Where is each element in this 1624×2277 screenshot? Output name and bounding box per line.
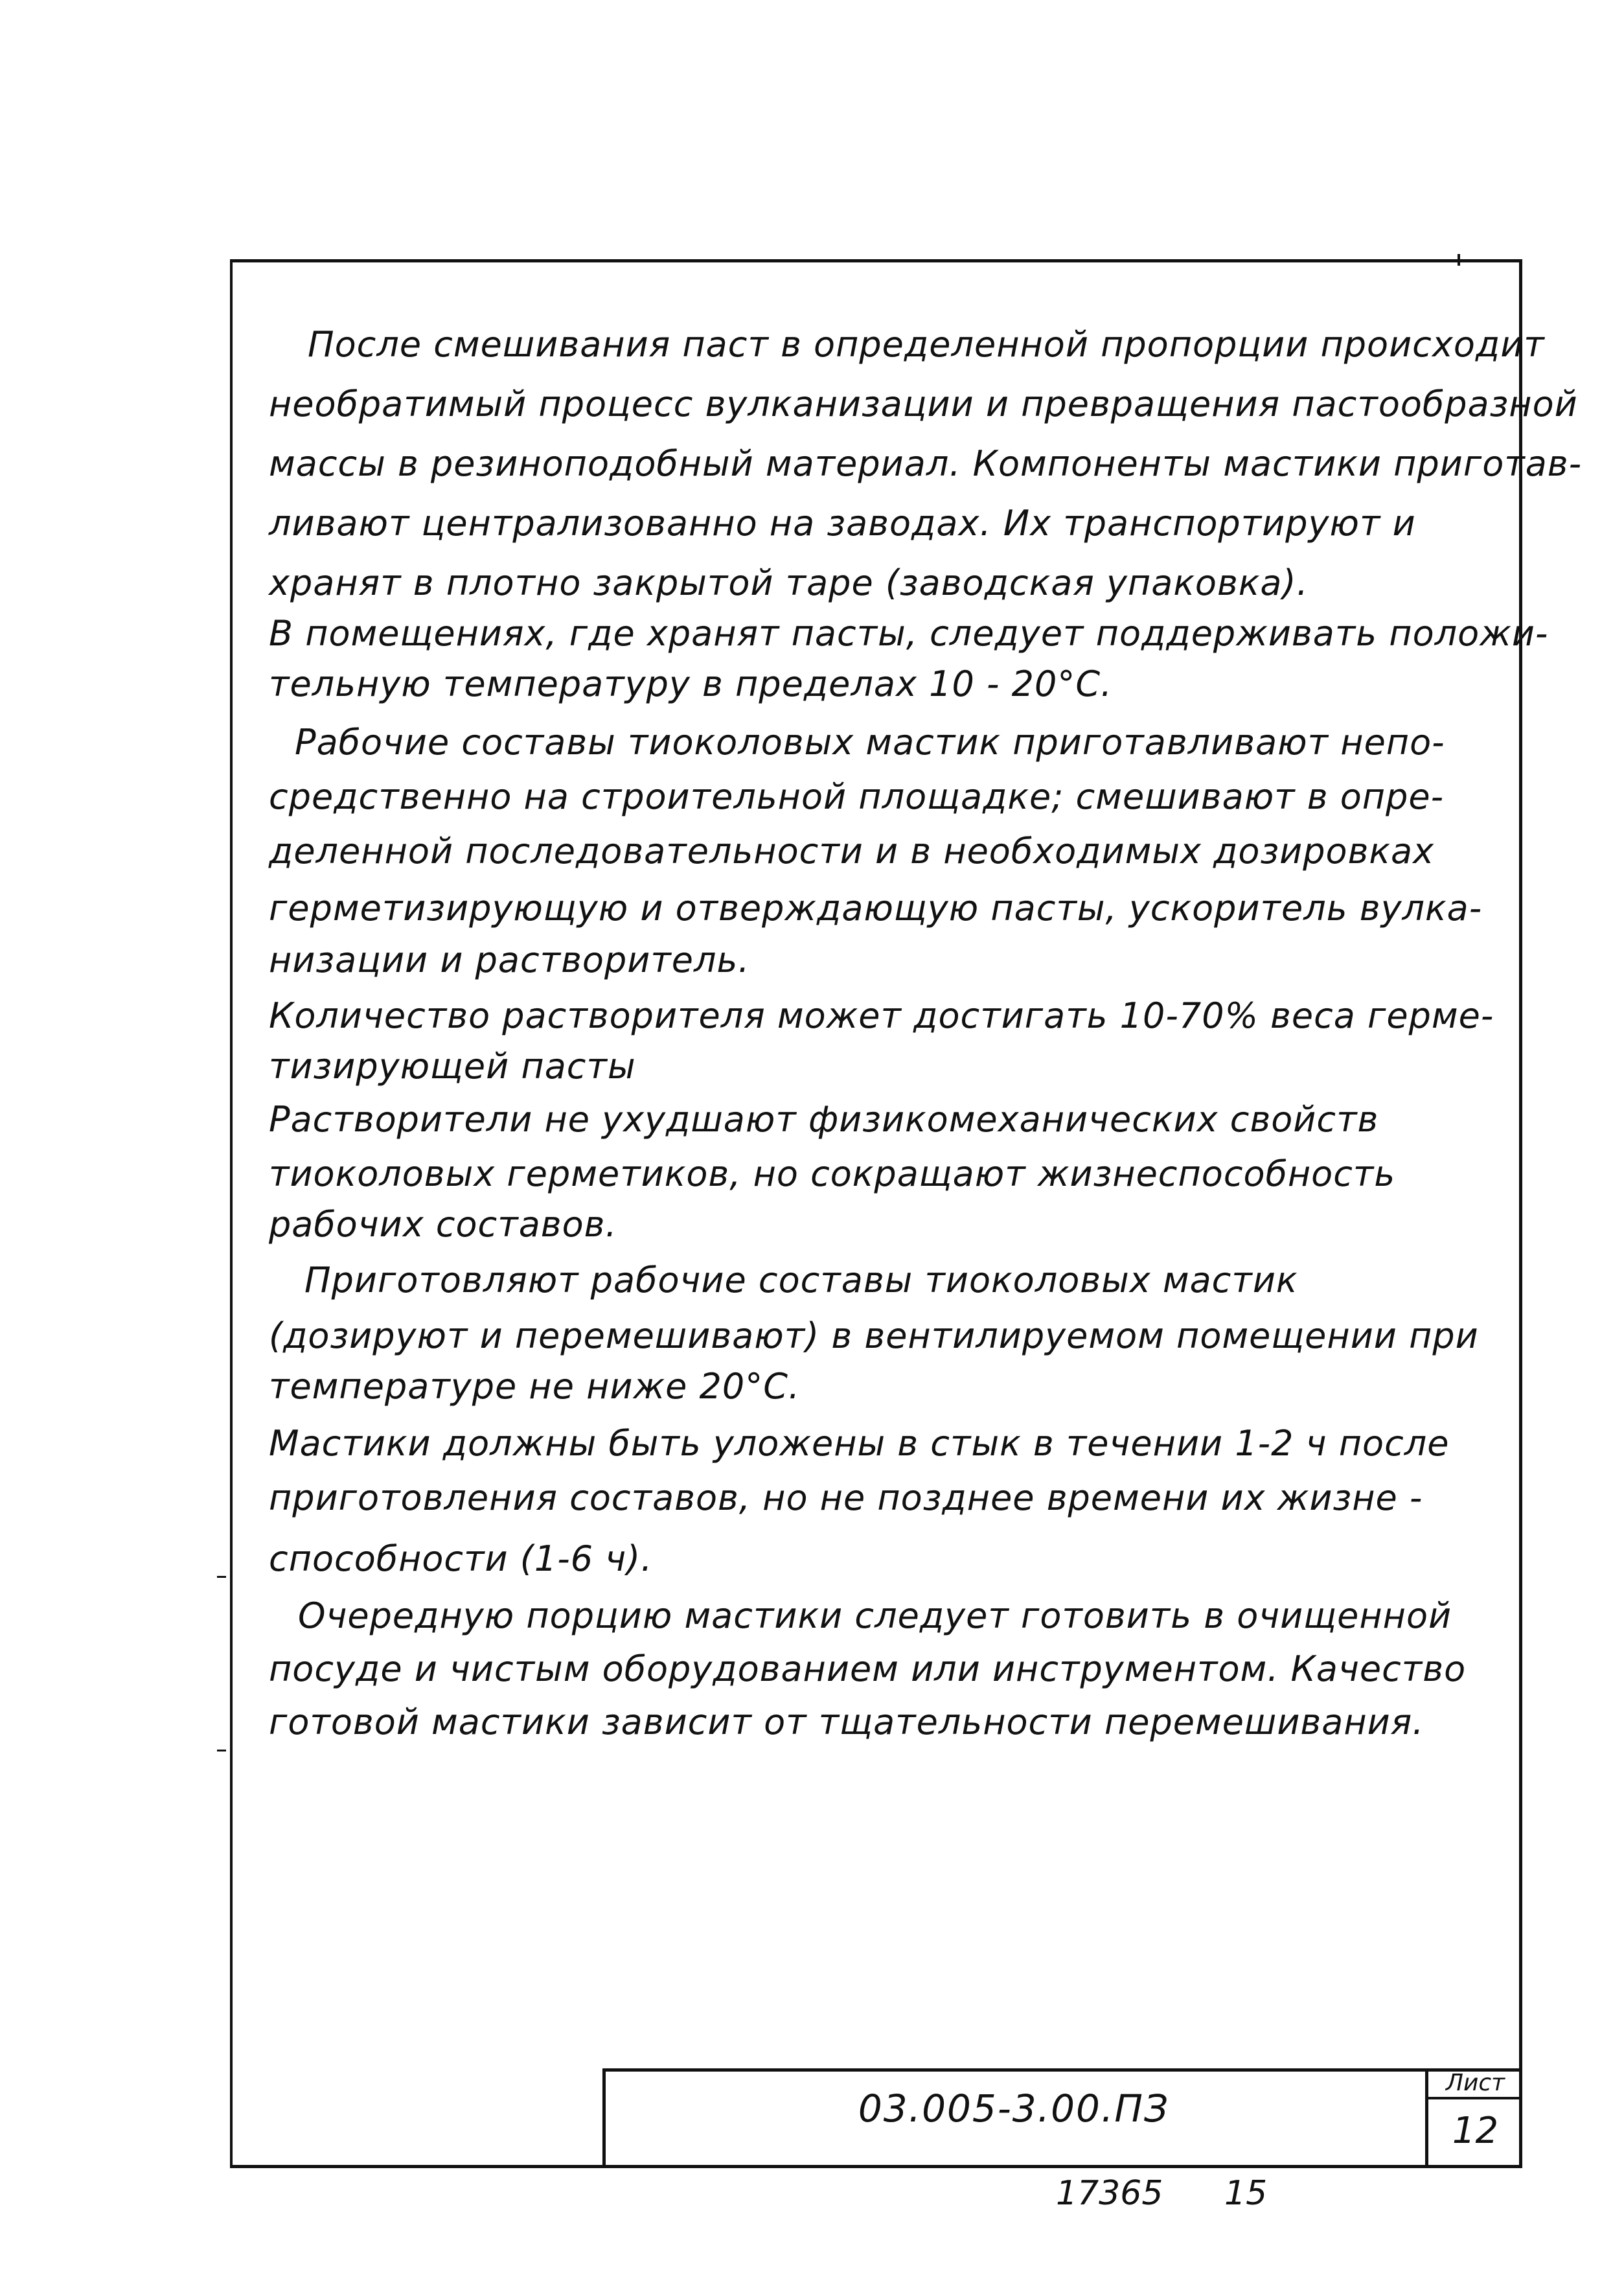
text-line: Количество растворителя может достигать 10-70% веса герме- — [269, 995, 1494, 1036]
text-line: тиоколовых герметиков, но сокращают жизнеспособность — [269, 1153, 1396, 1194]
text-line: низации и растворитель. — [269, 940, 750, 980]
text-line: тизирующей пасты — [269, 1046, 636, 1087]
text-line: хранят в плотно закрытой таре (заводская упаковка). — [269, 562, 1309, 603]
text-line: тельную температуру в пределах 10 - 20°С. — [269, 664, 1113, 704]
sheet-box — [1425, 2068, 1522, 2168]
text-line: Рабочие составы тиоколовых мастик приготавливают непо- — [295, 722, 1445, 763]
text-line: После смешивания паст в определенной пропорции происходит — [308, 324, 1545, 365]
text-line: Мастики должны быть уложены в стык в течении 1-2 ч после — [269, 1423, 1450, 1464]
inventory-number: 17365 — [1056, 2174, 1163, 2213]
text-line: (дозируют и перемешивают) в вентилируемом помещении при — [269, 1315, 1479, 1356]
sheet-number: 12 — [1452, 2110, 1499, 2152]
edge-mark-top — [217, 1576, 226, 1578]
text-line: Приготовляют рабочие составы тиоколовых мастик — [304, 1260, 1298, 1300]
document-code: 03.005-3.00.ПЗ — [858, 2086, 1170, 2131]
footer-page: 15 — [1224, 2174, 1268, 2213]
text-line: температуре не ниже 20°С. — [269, 1366, 801, 1407]
text-line: способности (1-6 ч). — [269, 1538, 653, 1579]
text-line: массы в резиноподобный материал. Компоненты мастики приготав- — [269, 443, 1583, 484]
frame-corner-tick — [1458, 254, 1460, 266]
sheet-label: Лист — [1428, 2068, 1522, 2099]
edge-mark-bottom — [217, 1750, 226, 1751]
text-line: посуде и чистым оборудованием или инструментом. Качество — [269, 1648, 1467, 1689]
text-line: герметизирующую и отверждающую пасты, ускоритель вулка- — [269, 888, 1483, 929]
text-line: средственно на строительной площадке; смешивают в опре- — [269, 776, 1445, 817]
text-line: готовой мастики зависит от тщательности перемешивания. — [269, 1702, 1424, 1742]
text-line: рабочих составов. — [269, 1204, 617, 1245]
text-line: деленной последовательности и в необходимых дозировках — [269, 831, 1435, 872]
text-line: Очередную порцию мастики следует готовить в очищенной — [298, 1595, 1452, 1636]
text-line: Растворители не ухудшают физикомеханических свойств — [269, 1099, 1379, 1140]
text-line: приготовления составов, но не позднее времени их жизне - — [269, 1477, 1423, 1518]
text-line: необратимый процесс вулканизации и превращения пастообразной — [269, 384, 1578, 424]
text-line: ливают централизованно на заводах. Их транспортируют и — [269, 503, 1416, 544]
text-line: В помещениях, где хранят пасты, следует поддерживать положи- — [269, 613, 1549, 654]
